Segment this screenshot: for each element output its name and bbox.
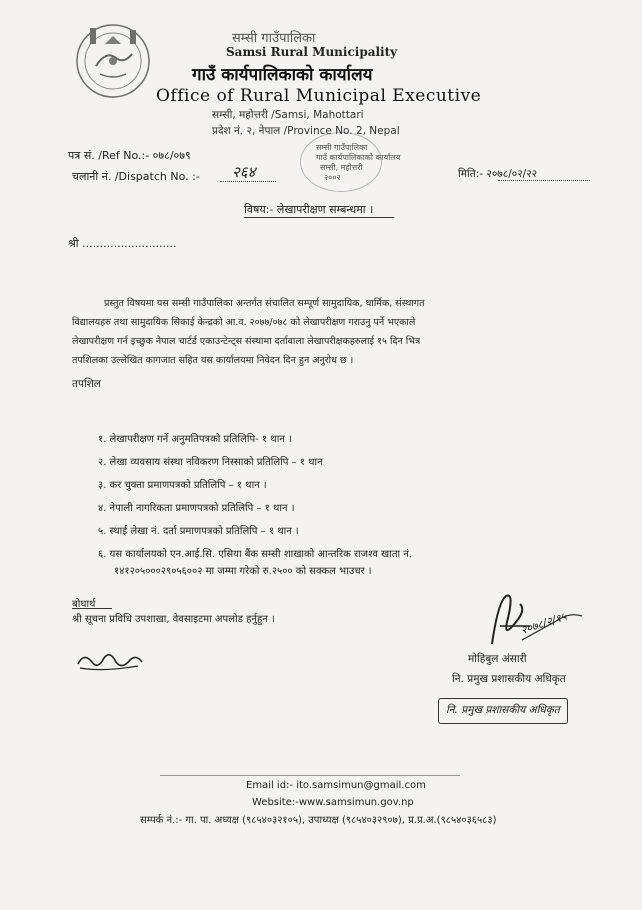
left-signature-icon — [74, 648, 146, 676]
officer-signature-icon — [470, 582, 590, 654]
officer-name: मोहिबुल अंसारी — [468, 653, 527, 665]
stamp-text-line: सम्सी, महोत्तरी — [320, 163, 363, 172]
recipient-line: श्री ........................... — [68, 237, 177, 250]
office-nepali-name: गाउँ कार्यपालिकाको कार्यालय — [192, 65, 373, 85]
municipality-english-name: Samsi Rural Municipality — [226, 45, 398, 59]
dispatch-label: चलानी नं. /Dispatch No. :- — [72, 170, 200, 183]
stamp-text-line: सम्सी गाउँपालिका — [316, 143, 368, 152]
government-emblem-icon — [72, 20, 154, 102]
list-item: ४. नेपाली नागरिकता प्रमाणपत्रको प्रतिलिपि – १ थान । — [98, 503, 295, 514]
body-paragraph-line: विद्यालयहरु तथा सामुदायिक सिकाई केन्द्रको आ.व. २०७७/०७८ को लेखापरीक्षण गराउनु पर्ने भएकाले — [72, 317, 416, 328]
list-item: ६. यस कार्यालयको एन.आई.सि. एसिया बैंक सम्सी शाखाको आन्तरिक राजश्व खाता नं. — [98, 549, 413, 560]
body-paragraph-line: लेखापरीक्षण गर्न इच्छुक नेपाल चार्टर्ड एकाउन्टेन्ट्स संस्थामा दर्तावाला लेखापरीक्षकहरुलाई १५ दिन भित्र — [72, 336, 421, 347]
date-dotted-line — [498, 180, 590, 181]
body-paragraph-line: तपशिलका उल्लेखित कागजात सहित यस कार्यालयमा निवेदन दिन हुन अनुरोध छ । — [72, 355, 354, 366]
bodhartha-line: श्री सूचना प्रविधि उपशाखा, वेवसाइटमा अपलोड हर्नुहुन । — [72, 614, 275, 625]
signature-date-scrawl: २०७८/२/१५ — [519, 609, 569, 638]
office-english-name: Office of Rural Municipal Executive — [156, 86, 482, 106]
list-item: ५. स्थाई लेखा नं. दर्ता प्रमाणपत्रको प्रतिलिपि – १ थान । — [98, 526, 299, 537]
footer-divider — [160, 775, 460, 776]
bodhartha-underline — [72, 608, 112, 609]
officer-title: नि. प्रमुख प्रशासकीय अधिकृत — [452, 673, 566, 685]
list-item: २. लेखा व्यवसाय संस्था नविकरण निस्साको प्रतिलिपि – १ थान — [98, 457, 323, 468]
subject-underline — [244, 217, 394, 218]
bodhartha-heading: बोधार्थ — [72, 599, 96, 610]
list-item: १. लेखापरीक्षण गर्ने अनुमतिपत्रको प्रतिलिपि- १ थान । — [98, 434, 292, 445]
stamp-text-line: गाउँ कार्यपालिकाको कार्यालय — [316, 153, 401, 162]
tapsil-heading: तपशिल — [72, 378, 101, 390]
officer-title-stamp: नि. प्रमुख प्रशासकीय अधिकृत — [446, 704, 560, 716]
list-item: ३. कर चुक्ता प्रमाणपत्रको प्रतिलिपि – १ थान । — [98, 480, 267, 491]
body-paragraph-line: प्रस्तुत विषयमा यस सम्सी गाउँपालिका अन्तर्गत संचालित सम्पूर्ण सामुदायिक, धार्मिक, संस्थागत — [104, 298, 425, 309]
subject-line: विषय:- लेखापरीक्षण सम्बन्धमा । — [244, 203, 374, 216]
letter-date: मिति:- २०७८/०२/२२ — [458, 168, 538, 180]
province-line: प्रदेश नं. २, नेपाल /Province No. 2, Nepal — [212, 125, 400, 137]
footer-email: Email id:- ito.samsimun@gmail.com — [246, 780, 426, 791]
footer-website: Website:-www.samsimun.gov.np — [252, 797, 414, 808]
address-line: सम्सी, महोत्तरी /Samsi, Mahottari — [212, 109, 364, 121]
municipality-nepali-name: सम्सी गाउँपालिका — [232, 31, 316, 46]
reference-number: पत्र सं. /Ref No.:- ०७८/०७९ — [68, 149, 191, 162]
footer-contact: सम्पर्क नं.:- गा. पा. अध्यक्ष (९८५४०३२१०५), उपाध्यक्ष (९८५४०३२९०७), प्र.प्र.अ.(९८५४०३६५८३) — [140, 815, 497, 826]
stamp-text-line: २००२ — [324, 173, 341, 182]
dispatch-number: २६४ — [232, 163, 256, 181]
list-item-continuation: १४१२०५०००२९०५६००२ मा जम्मा गरेको रु.२५०० को सक्कल भाउचर । — [114, 566, 372, 577]
